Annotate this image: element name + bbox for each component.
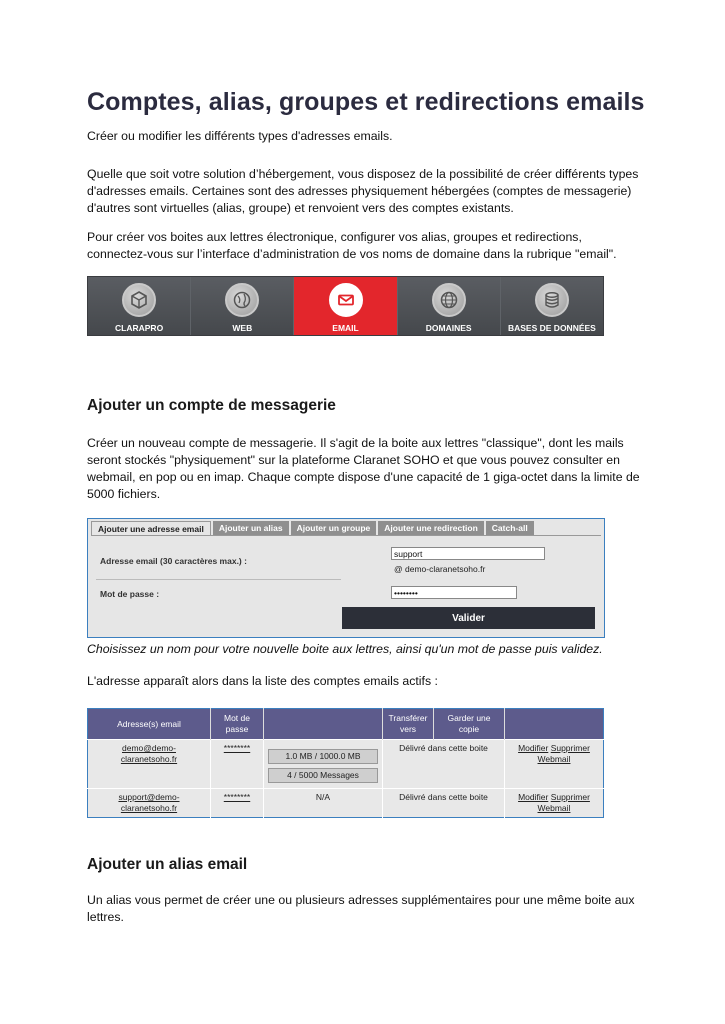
quota-messages: 4 / 5000 Messages xyxy=(268,768,378,783)
email-cell xyxy=(88,789,211,818)
password-field-label: Mot de passe : xyxy=(100,589,160,599)
list-intro: L'adresse apparaît alors dans la liste des comptes emails actifs : xyxy=(87,674,438,688)
email-link[interactable]: support@demo- claranetsoho.fr xyxy=(118,792,180,813)
tab-divider xyxy=(91,535,601,536)
column-header-keep-copy: Garder une copie xyxy=(434,709,505,740)
quota-cell: N/A xyxy=(264,789,383,818)
email-accounts-table xyxy=(87,708,604,818)
nav-label: BASES DE DONNÉES xyxy=(507,323,596,333)
nav-label: EMAIL xyxy=(332,323,359,333)
column-header-quota xyxy=(264,709,383,740)
email-link[interactable]: demo@demo- claranetsoho.fr xyxy=(120,743,178,764)
box-icon xyxy=(122,283,156,317)
paragraph-connect xyxy=(87,229,647,263)
text-line: Pour créer vos boites aux lettres électronique, configurer vos alias, groupes et redirections, xyxy=(87,230,582,244)
password-mask: ******** xyxy=(223,792,251,802)
text-line: Un alias vous permet de créer une ou plusieurs adresses supplémentaires pour une même boite aux xyxy=(87,893,635,907)
tab-add-email[interactable]: Ajouter une adresse email xyxy=(91,521,211,535)
paragraph-hosting xyxy=(87,166,647,217)
column-header-forward: Transférer vers xyxy=(383,709,434,740)
password-cell xyxy=(211,789,264,818)
tab-catch-all[interactable]: Catch-all xyxy=(486,521,534,535)
delete-link[interactable]: Supprimer xyxy=(550,743,590,753)
intro-text: Créer ou modifier les différents types d'adresses emails. xyxy=(87,129,393,143)
password-mask: ******** xyxy=(223,743,251,753)
table-row xyxy=(88,789,604,818)
text-line: connectez-vous sur l’interface d’administration de vos noms de domaine dans la rubrique "email". xyxy=(87,247,617,261)
text-line: 5000 fichiers. xyxy=(87,487,161,501)
envelope-icon xyxy=(329,283,363,317)
globe-icon xyxy=(225,283,259,317)
page-title: Comptes, alias, groupes et redirections emails xyxy=(87,88,645,116)
nav-label: CLARAPRO xyxy=(115,323,164,333)
actions-cell xyxy=(505,740,604,789)
table-row xyxy=(88,740,604,789)
text-line: webmail, en pop ou en imap. Chaque compte dispose d'une capacité de 1 giga-octet dans la limite de xyxy=(87,470,640,484)
admin-nav-bar xyxy=(87,276,604,336)
add-email-form xyxy=(87,518,605,638)
text-line: Quelle que soit votre solution d’hébergement, vous disposez de la possibilité de créer différents types xyxy=(87,167,639,181)
nav-item-web[interactable] xyxy=(191,277,294,335)
password-cell xyxy=(211,740,264,789)
column-header-email: Adresse(s) email xyxy=(88,709,211,740)
delivery-cell: Délivré dans cette boite xyxy=(383,789,505,818)
delete-link[interactable]: Supprimer xyxy=(550,792,590,802)
modify-link[interactable]: Modifier xyxy=(518,792,549,802)
text-line: d'autres sont virtuelles (alias, groupe) et renvoient vers des comptes existants. xyxy=(87,201,514,215)
password-field[interactable]: •••••••• xyxy=(391,586,517,599)
nav-label: DOMAINES xyxy=(425,323,472,333)
form-tabs xyxy=(91,521,536,535)
webmail-link[interactable]: Webmail xyxy=(537,803,571,813)
actions-cell xyxy=(505,789,604,818)
text-line: seront stockés "physiquement" sur la plateforme Claranet SOHO et que vous pouvez consulter en xyxy=(87,453,620,467)
form-caption: Choisissez un nom pour votre nouvelle boite aux lettres, ainsi qu'un mot de passe puis validez. xyxy=(87,642,603,656)
email-cell xyxy=(88,740,211,789)
text-line: Créer un nouveau compte de messagerie. Il s'agit de la boite aux lettres "classique", dont les mails xyxy=(87,436,624,450)
section-heading-mailbox: Ajouter un compte de messagerie xyxy=(87,397,336,414)
nav-item-bases-de-donnees[interactable] xyxy=(501,277,603,335)
globe-grid-icon xyxy=(432,283,466,317)
domain-suffix: @ demo-claranetsoho.fr xyxy=(394,564,486,574)
paragraph-mailbox xyxy=(87,435,647,503)
paragraph-alias xyxy=(87,892,647,926)
column-header-actions xyxy=(505,709,604,740)
tab-add-redirection[interactable]: Ajouter une redirection xyxy=(378,521,484,535)
nav-item-clarapro[interactable] xyxy=(88,277,191,335)
database-icon xyxy=(535,283,569,317)
row-divider xyxy=(96,579,341,580)
modify-link[interactable]: Modifier xyxy=(518,743,549,753)
nav-label: WEB xyxy=(232,323,253,333)
quota-size: 1.0 MB / 1000.0 MB xyxy=(268,749,378,764)
nav-item-domaines[interactable] xyxy=(398,277,501,335)
table-header-row xyxy=(88,709,604,740)
validate-button[interactable]: Valider xyxy=(342,607,595,629)
column-header-password: Mot de passe xyxy=(211,709,264,740)
nav-item-email[interactable] xyxy=(294,277,397,335)
tab-add-alias[interactable]: Ajouter un alias xyxy=(213,521,289,535)
section-heading-alias: Ajouter un alias email xyxy=(87,856,248,873)
text-line: lettres. xyxy=(87,910,124,924)
email-field[interactable]: support xyxy=(391,547,545,560)
webmail-link[interactable]: Webmail xyxy=(537,754,571,764)
delivery-cell: Délivré dans cette boite xyxy=(383,740,505,789)
text-line: d'adresses emails. Certaines sont des adresses physiquement hébergées (comptes de messagerie) xyxy=(87,184,632,198)
quota-cell xyxy=(264,740,383,789)
email-field-label: Adresse email (30 caractères max.) : xyxy=(100,556,247,566)
tab-add-group[interactable]: Ajouter un groupe xyxy=(291,521,377,535)
